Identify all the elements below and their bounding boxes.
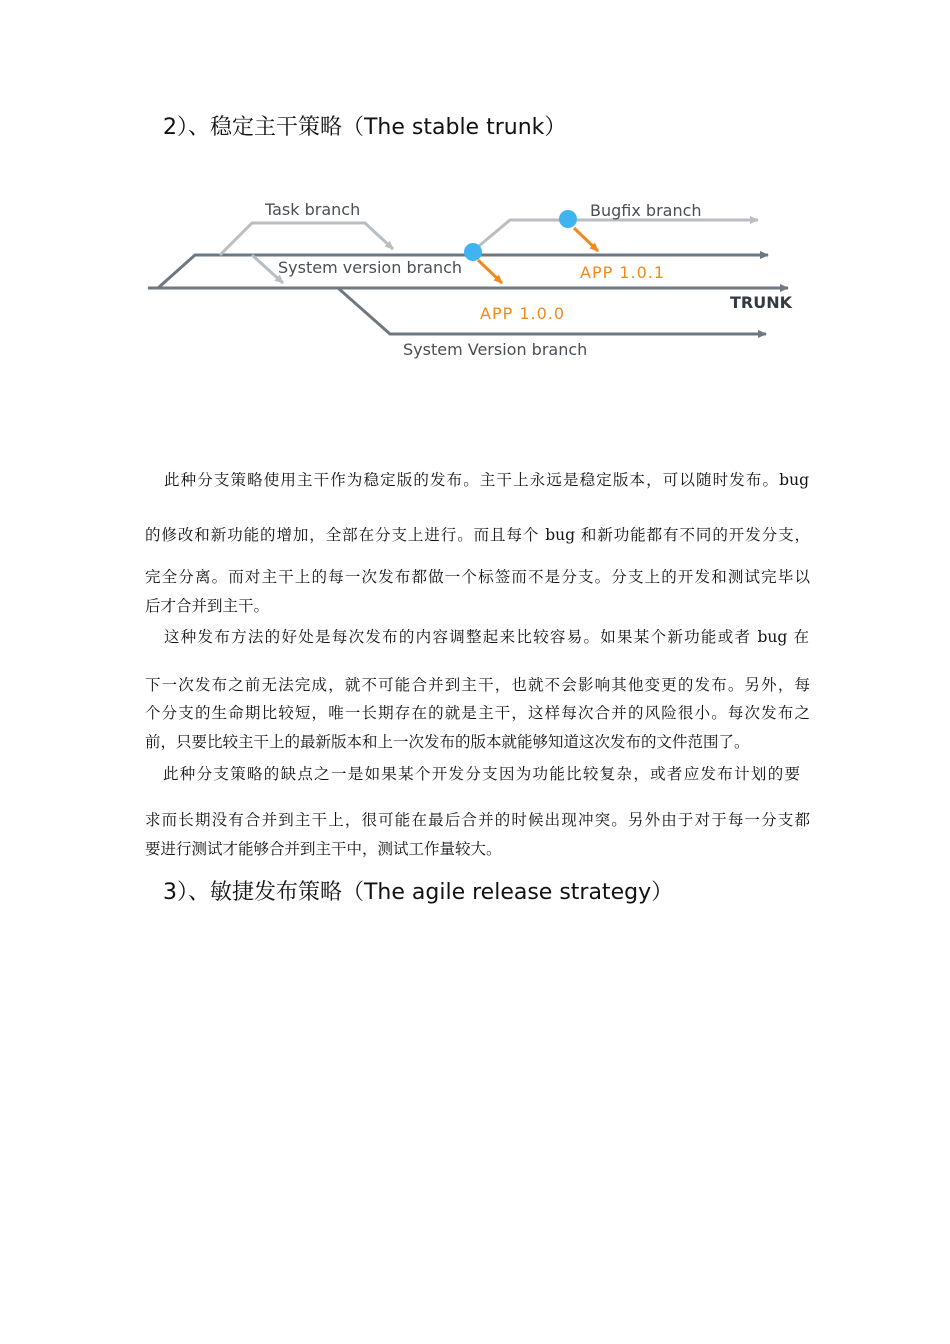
paragraph-2-line-1: 这种发布方法的好处是每次发布的内容调整起来比较容易。如果某个新功能或者 bug 在 (164, 628, 809, 646)
app-100-arrow (478, 260, 502, 283)
paragraph-3-line-3: 要进行测试才能够合并到主干中，测试工作量较大。 (145, 840, 502, 858)
release-node-app-101 (559, 210, 577, 228)
trunk-label: TRUNK (730, 293, 793, 312)
paragraph-2-line-2: 下一次发布之前无法完成，就不可能合并到主干，也就不会影响其他变更的发布。另外，每 (145, 676, 810, 694)
bugfix-branch-line (473, 220, 758, 251)
paragraph-1-line-4: 后才合并到主干。 (145, 597, 270, 615)
section-2-heading: 2）、稳定主干策略（The stable trunk） (163, 115, 567, 140)
paragraph-3-line-2: 求而长期没有合并到主干上，很可能在最后合并的时候出现冲突。另外由于对于每一分支都 (145, 811, 810, 829)
system-version-branch-upper-line (158, 255, 768, 288)
paragraph-1-line-2: 的修改和新功能的增加，全部在分支上进行。而且每个 bug 和新功能都有不同的开发分支， (145, 526, 810, 544)
paragraph-1-line-3: 完全分离。而对主干上的每一次发布都做一个标签而不是分支。分支上的开发和测试完毕以 (145, 568, 810, 586)
release-node-app-100 (464, 243, 482, 261)
paragraph-3-line-1: 此种分支策略的缺点之一是如果某个开发分支因为功能比较复杂，或者应发布计划的要 (163, 765, 800, 783)
bugfix-branch-label: Bugfix branch (590, 201, 702, 220)
task-branch-line (220, 223, 393, 255)
branch-diagram (140, 185, 800, 375)
paragraph-1-line-1: 此种分支策略使用主干作为稳定版的发布。主干上永远是稳定版本，可以随时发布。bug (164, 471, 809, 489)
section-3-heading: 3）、敏捷发布策略（The agile release strategy） (163, 880, 674, 905)
app-101-arrow (574, 228, 598, 251)
task-branch-label: Task branch (265, 200, 361, 219)
system-version-branch-lower-label: System Version branch (403, 340, 588, 359)
paragraph-2-line-3: 个分支的生命期比较短，唯一长期存在的就是主干，这样每次合并的风险很小。每次发布之 (145, 704, 810, 722)
app-100-label: APP 1.0.0 (480, 304, 566, 323)
app-101-label: APP 1.0.1 (580, 263, 666, 282)
system-version-branch-upper-label: System version branch (278, 258, 463, 277)
paragraph-2-line-4: 前，只要比较主干上的最新版本和上一次发布的版本就能够知道这次发布的文件范围了。 (145, 733, 750, 751)
